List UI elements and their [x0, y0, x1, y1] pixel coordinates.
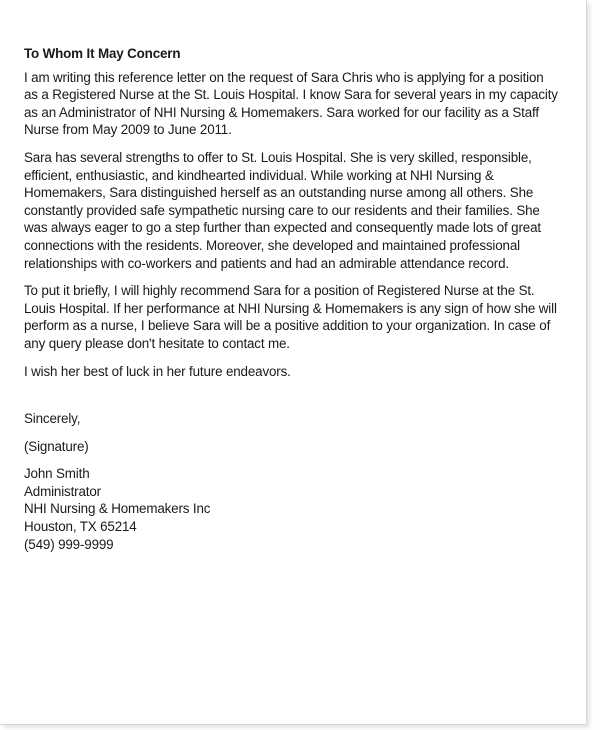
letter-greeting: To Whom It May Concern: [24, 46, 181, 61]
sender-name: John Smith: [24, 466, 90, 482]
letter-paragraph-intro: I am writing this reference letter on the request of Sara Chris who is applying for a position as a Registered Nurse at the St. Louis Hospital. I know Sara for several years in my capacity as an Administrator of NHI Nursing & Homemakers. Sara worked for our facility as a Staff Nurse from May 2009 to June 2011.: [24, 69, 558, 138]
letter-paragraph-recommendation: To put it briefly, I will highly recommend Sara for a position of Registered Nurse at the St. Louis Hospital. If her performance at NHI Nursing & Homemakers is any sign of how she will perform as a nurse, I believe Sara will be a positive addition to your organization. In case of any query please don't hesitate to contact me.: [24, 283, 557, 351]
letter-signature: (Signature): [24, 438, 89, 454]
sender-organization: NHI Nursing & Homemakers Inc: [24, 501, 211, 517]
sender-phone: (549) 999-9999: [24, 536, 114, 552]
letter-paragraph-strengths: Sara has several strengths to offer to St. Louis Hospital. She is very skilled, responsible, efficient, enthusiastic, and kindhearted individual. While working at NHI Nursing & Homemakers, Sara distinguished herself as an outstanding nurse among all others. She constantly provided safe sympathetic nursing care to our residents and their families. She was always eager to go a step further than expected and consequently made lots of great connections with the residents. Moreover, she developed and maintained professional relationships with co-workers and patients and had an admirable attendance record.: [24, 149, 541, 271]
reference-letter: [24, 45, 559, 553]
sender-title: Administrator: [24, 483, 101, 499]
sender-block: [24, 465, 559, 553]
sender-location: Houston, TX 65214: [24, 519, 137, 535]
letter-closing: Sincerely,: [24, 411, 81, 427]
letter-paragraph-wishes: I wish her best of luck in her future endeavors.: [24, 363, 291, 379]
